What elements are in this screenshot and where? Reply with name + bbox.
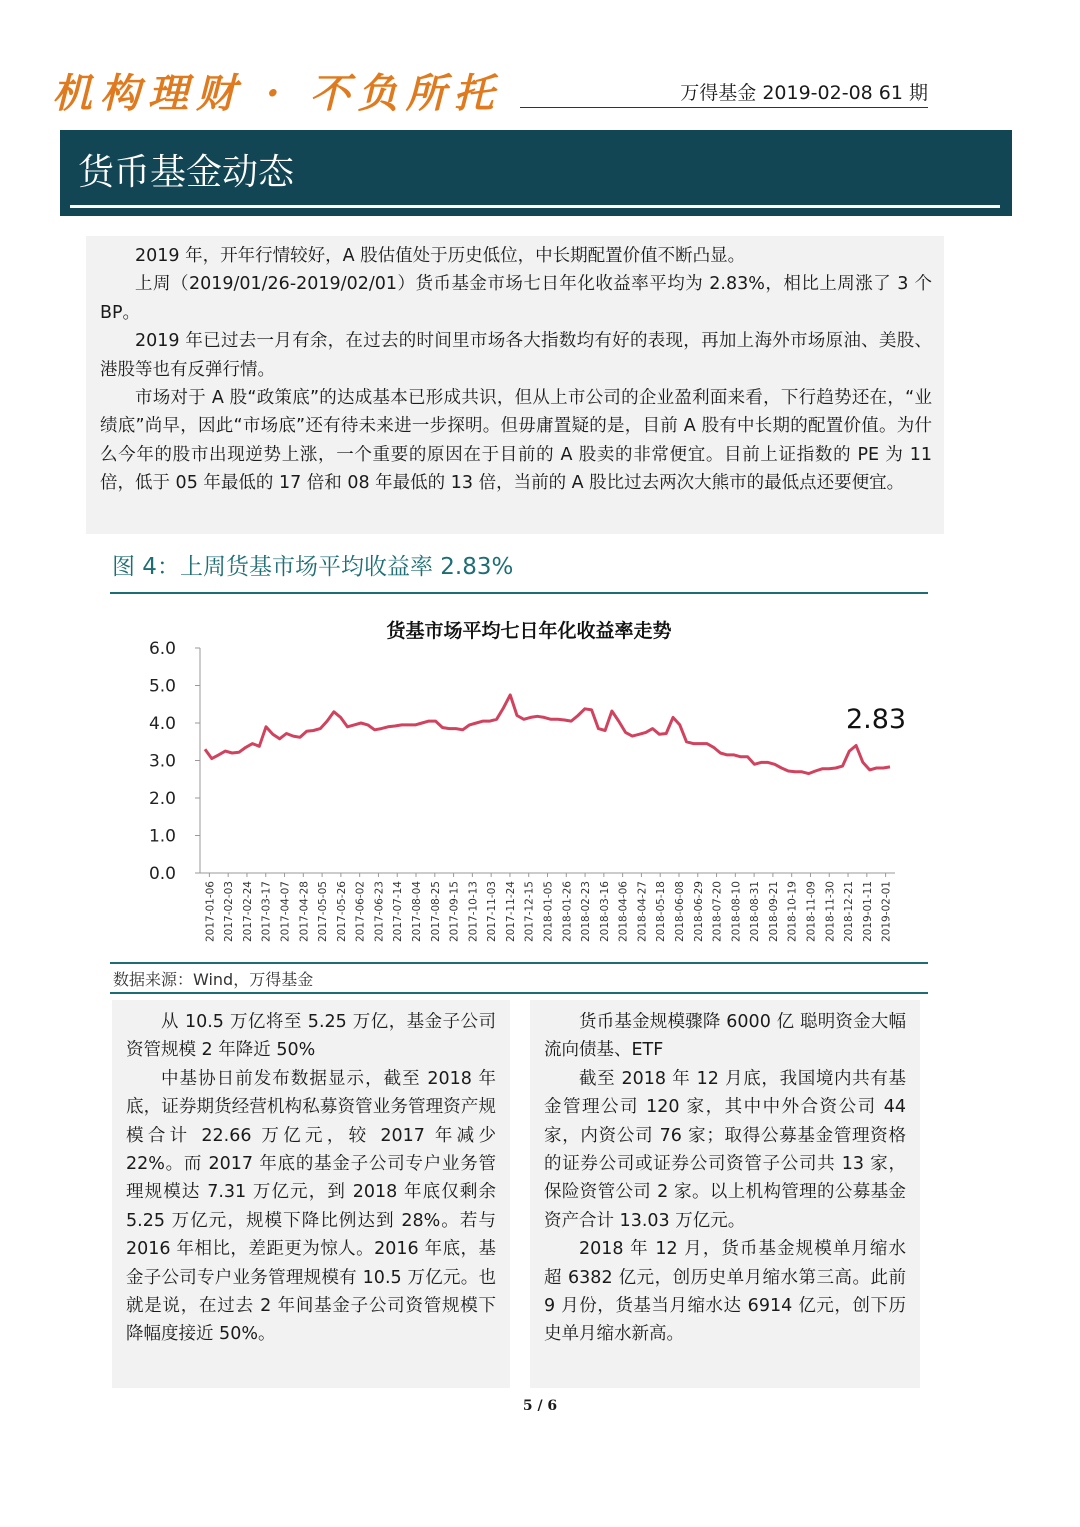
header-slogan: 机构理财 · 不负所托 [52, 70, 502, 117]
yield-line-chart [110, 596, 928, 960]
x-tick-label: 2017-04-07 [279, 881, 292, 943]
x-tick-label: 2018-01-26 [561, 881, 574, 943]
figure-source: 数据来源：Wind，万得基金 [113, 970, 314, 989]
x-tick-label: 2017-11-24 [504, 881, 517, 943]
summary-paragraph-4: 市场对于 A 股“政策底”的达成基本已形成共识，但从上市公司的企业盈利面来看，下行趋势还在，“业绩底”尚早，因此“市场底”还有待未来进一步探明。但毋庸置疑的是，目前 A 股有中长期的配置价值。为什么今年的股市出现逆势上涨，一个重要的原因在于目前的 A 股卖的非常便宜。目前上证指数的 PE 为 11 倍，低于 05 年最低的 17 倍和 08 年最低的 13 倍，当前的 A 股比过去两次大熊市的最低点还要便宜。 [100, 388, 932, 494]
news-paragraph-right-1: 截至 2018 年 12 月底，我国境内共有基金管理公司 120 家，其中中外合资公司 44 家，内资公司 76 家；取得公募基金管理资格的证券公司或证券公司资管子公司共 13 家，保险资管公司 2 家。以上机构管理的公募基金资产合计 13.03 万亿元。 [544, 1068, 906, 1231]
y-tick-label: 5.0 [148, 676, 176, 697]
y-tick-label: 1.0 [148, 826, 176, 847]
section-banner [60, 130, 1012, 216]
x-tick-label: 2018-10-19 [786, 881, 799, 943]
x-tick-label: 2018-07-20 [711, 881, 724, 943]
x-tick-label: 2017-04-28 [298, 881, 311, 943]
x-tick-label: 2018-03-16 [598, 881, 611, 943]
summary-box [86, 236, 944, 534]
x-tick-label: 2018-05-18 [655, 881, 668, 943]
x-tick-label: 2017-06-23 [373, 881, 386, 943]
x-tick-label: 2017-11-03 [486, 881, 499, 943]
x-tick-label: 2018-04-27 [636, 881, 649, 943]
y-tick-label: 2.0 [148, 789, 176, 809]
x-tick-label: 2018-08-10 [730, 881, 743, 943]
x-tick-label: 2017-05-26 [335, 881, 348, 943]
x-tick-label: 2017-02-24 [241, 881, 254, 943]
y-tick-label: 0.0 [148, 864, 176, 884]
x-tick-label: 2017-03-17 [260, 881, 273, 943]
x-tick-labels [204, 881, 892, 942]
x-tick-label: 2017-08-04 [411, 881, 424, 943]
figure-rule-top [110, 592, 928, 594]
x-tick-label: 2018-11-09 [805, 881, 818, 943]
x-tick-label: 2017-07-14 [392, 881, 405, 943]
summary-paragraph-1: 2019 年，开年行情较好，A 股估值处于历史低位，中长期配置价值不断凸显。 [135, 246, 746, 266]
x-tick-label: 2018-12-21 [843, 881, 856, 943]
y-tick-label: 6.0 [148, 639, 176, 659]
x-tick-label: 2017-01-06 [204, 881, 217, 943]
header-issue-info: 万得基金 2019-02-08 61 期 [520, 78, 928, 108]
x-tick-label: 2018-02-23 [580, 881, 593, 943]
x-tick-label: 2018-06-29 [692, 881, 705, 943]
figure-rule-bottom [110, 992, 928, 994]
series-line [205, 695, 890, 774]
news-title-right: 货币基金规模骤降 6000 亿 聪明资金大幅流向债基、ETF [544, 1012, 906, 1061]
x-tick-label: 2017-09-15 [448, 881, 461, 943]
page-number: 5 / 6 [522, 1398, 558, 1414]
y-tick-label: 4.0 [148, 714, 176, 734]
y-tick-labels [149, 639, 176, 884]
x-tick-label: 2018-08-31 [749, 881, 762, 943]
chart-annotation-last-value: 2.83 [845, 704, 907, 735]
news-title-left: 从 10.5 万亿将至 5.25 万亿，基金子公司资管规模 2 年降近 50% [126, 1012, 496, 1061]
x-tick-label: 2017-05-05 [317, 881, 330, 943]
figure-rule-middle [110, 962, 928, 964]
news-paragraph-right-2: 2018 年 12 月，货币基金规模单月缩水超 6382 亿元，创历史单月缩水第三高。此前 9 月份，货基当月缩水达 6914 亿元，创下历史单月缩水新高。 [544, 1239, 906, 1345]
news-paragraph-left-1: 中基协日前发布数据显示，截至 2018 年底，证券期货经营机构私募资管业务管理资产规模合计 22.66 万亿元，较 2017 年减少 22%。而 2017 年底的基金子公司专户业务管理规模达 7.31 万亿元，到 2018 年底仅剩余 5.25 万亿元，规模下降比例达到 28%。若与 2016 年相比，差距更为惊人。2016 年底，基金子公司专户业务管理规模有 10.5 万亿元。也就是说，在过去 2 年间基金子公司资管规模下降幅度接近 50%。 [126, 1068, 496, 1345]
chart-axes [195, 648, 895, 877]
banner-rule [70, 205, 1000, 208]
x-tick-label: 2018-06-08 [673, 881, 686, 943]
news-column-left [112, 1000, 510, 1388]
x-tick-label: 2017-06-02 [354, 881, 367, 943]
chart-title: 货基市场平均七日年化收益率走势 [386, 620, 672, 642]
x-tick-label: 2018-01-05 [542, 881, 555, 943]
x-tick-label: 2018-09-21 [767, 881, 780, 943]
summary-paragraph-3: 2019 年已过去一月有余，在过去的时间里市场各大指数均有好的表现，再加上海外市场原油、美股、港股等也有反弹行情。 [100, 331, 932, 380]
section-title: 货币基金动态 [78, 152, 295, 193]
x-tick-label: 2018-11-30 [824, 881, 837, 943]
x-tick-label: 2017-12-15 [523, 881, 536, 943]
x-tick-label: 2019-02-01 [880, 881, 893, 943]
summary-paragraph-2: 上周（2019/01/26-2019/02/01）货币基金市场七日年化收益率平均为 2.83%，相比上周涨了 3 个 BP。 [100, 274, 932, 323]
y-tick-label: 3.0 [148, 751, 176, 772]
news-column-right [530, 1000, 920, 1388]
x-tick-label: 2017-08-25 [429, 881, 442, 943]
x-tick-label: 2017-10-13 [467, 881, 480, 943]
x-tick-label: 2018-04-06 [617, 881, 630, 943]
x-tick-label: 2017-02-03 [223, 881, 236, 943]
figure-caption: 图 4：上周货基市场平均收益率 2.83% [112, 554, 514, 580]
x-tick-label: 2019-01-11 [861, 881, 874, 943]
